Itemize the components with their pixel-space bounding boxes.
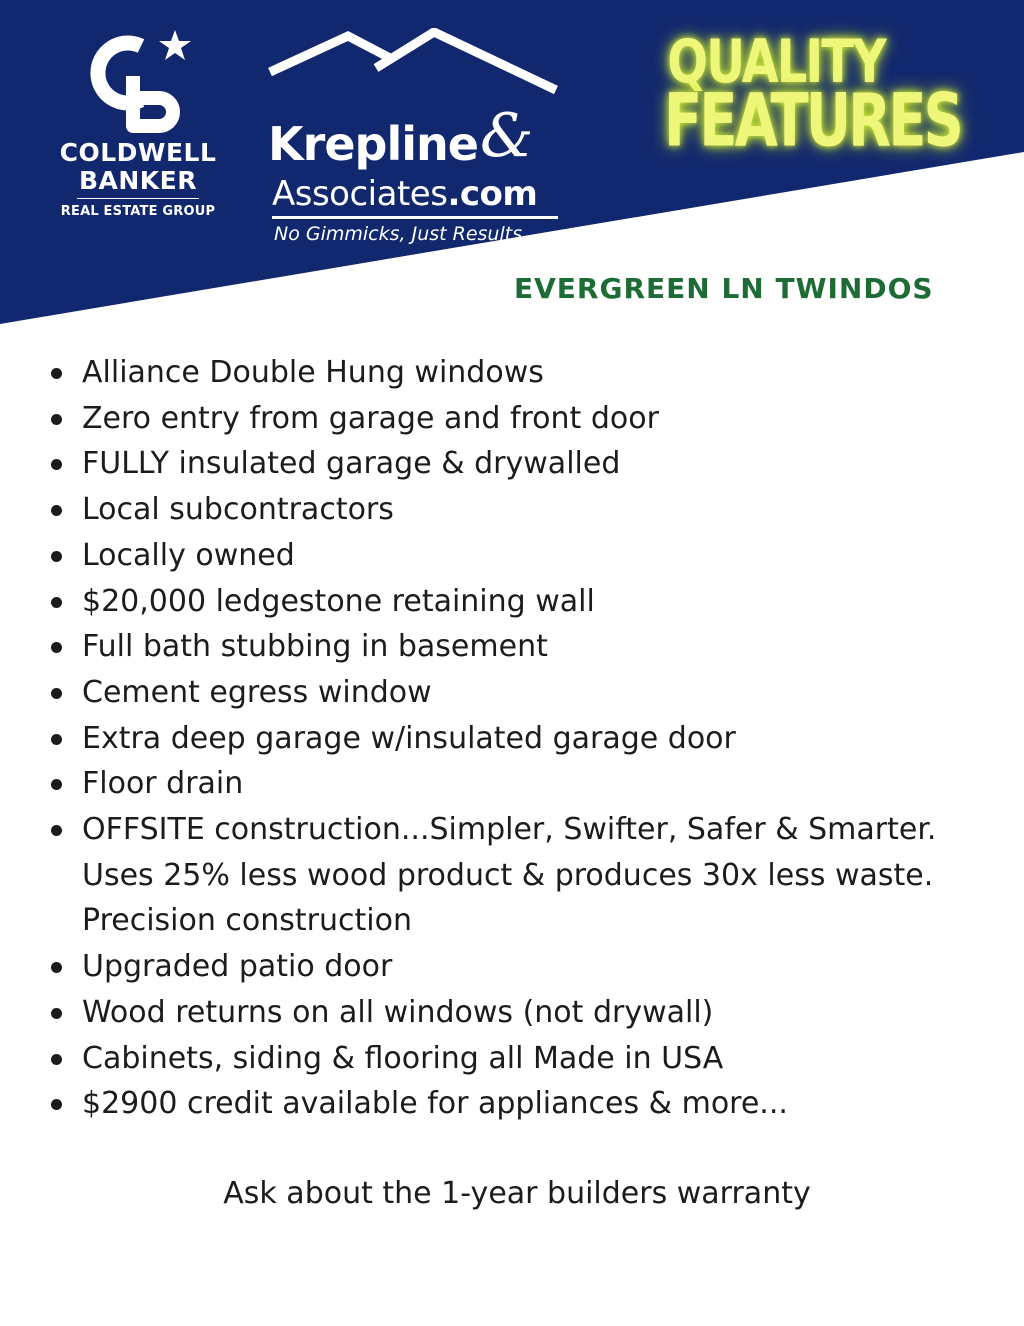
bullet-icon — [51, 459, 62, 470]
krepline-associates-logo — [266, 28, 566, 245]
bullet-icon — [51, 1099, 62, 1110]
feature-text: $20,000 ledgestone retaining wall — [82, 583, 595, 619]
coldwell-banker-logo — [48, 28, 228, 228]
feature-item — [50, 487, 990, 533]
krepline-ampersand: & — [480, 101, 534, 171]
warranty-note: Ask about the 1-year builders warranty — [223, 1176, 811, 1211]
property-subtitle: EVERGREEN LN TWINDOS — [514, 272, 934, 305]
bullet-icon — [51, 779, 62, 790]
feature-item — [50, 1036, 990, 1082]
feature-item — [50, 350, 990, 396]
feature-text: Local subcontractors — [82, 492, 394, 528]
feature-text: Cabinets, siding & flooring all Made in USA — [82, 1040, 724, 1076]
feature-item — [50, 533, 990, 579]
krepline-site-suffix: .com — [447, 174, 538, 214]
krepline-site-prefix: Associates — [272, 174, 448, 214]
quality-features-headline — [664, 27, 961, 164]
bullet-icon — [51, 825, 62, 836]
feature-item — [50, 807, 990, 944]
cb-divider — [77, 198, 199, 199]
feature-text: Extra deep garage w/insulated garage door — [82, 720, 736, 756]
feature-text: FULLY insulated garage & drywalled — [82, 446, 621, 482]
bullet-icon — [51, 1008, 62, 1019]
cb-group-label: REAL ESTATE GROUP — [60, 204, 216, 219]
feature-text: Upgraded patio door — [82, 949, 393, 985]
feature-text: Alliance Double Hung windows — [82, 355, 544, 390]
feature-item — [50, 1081, 990, 1127]
bullet-icon — [51, 597, 62, 608]
krepline-site-name — [272, 176, 537, 212]
bullet-icon — [51, 551, 62, 562]
feature-item — [50, 944, 990, 990]
feature-item — [50, 624, 990, 670]
bullet-icon — [51, 1054, 62, 1065]
bullet-icon — [51, 505, 62, 516]
headline-line2: FEATURES — [664, 79, 961, 164]
bullet-icon — [51, 688, 62, 699]
bullet-icon — [51, 642, 62, 653]
feature-text: Locally owned — [82, 537, 295, 573]
krepline-name: Krepline — [268, 117, 478, 171]
bullet-icon — [51, 734, 62, 745]
feature-item — [50, 441, 990, 487]
feature-text: Wood returns on all windows (not drywall) — [82, 994, 714, 1030]
krepline-tagline: No Gimmicks, Just Results... — [274, 223, 541, 245]
feature-item — [50, 761, 990, 807]
feature-item — [50, 579, 990, 625]
cb-name-line1: COLDWELL — [59, 138, 217, 167]
features-list — [50, 350, 990, 1127]
cb-monogram-icon — [83, 28, 193, 138]
feature-text: Cement egress window — [82, 674, 432, 710]
feature-text: Floor drain — [82, 766, 244, 802]
feature-text: Full bath stubbing in basement — [82, 629, 548, 665]
feature-item — [50, 670, 990, 716]
feature-item — [50, 990, 990, 1036]
feature-text: Zero entry from garage and front door — [82, 400, 659, 436]
cb-name-line2: BANKER — [78, 166, 198, 195]
bullet-icon — [51, 368, 62, 379]
feature-text: OFFSITE construction...Simpler, Swifter, Safer & Smarter. Uses 25% less wood product & produces 30x less waste. Precision construction — [82, 812, 937, 939]
headline-line1: QUALITY — [667, 27, 885, 97]
feature-text: $2900 credit available for appliances & more... — [82, 1086, 788, 1122]
krepline-divider — [272, 216, 558, 219]
feature-item — [50, 716, 990, 762]
bullet-icon — [51, 962, 62, 973]
feature-item — [50, 396, 990, 442]
bullet-icon — [51, 414, 62, 425]
